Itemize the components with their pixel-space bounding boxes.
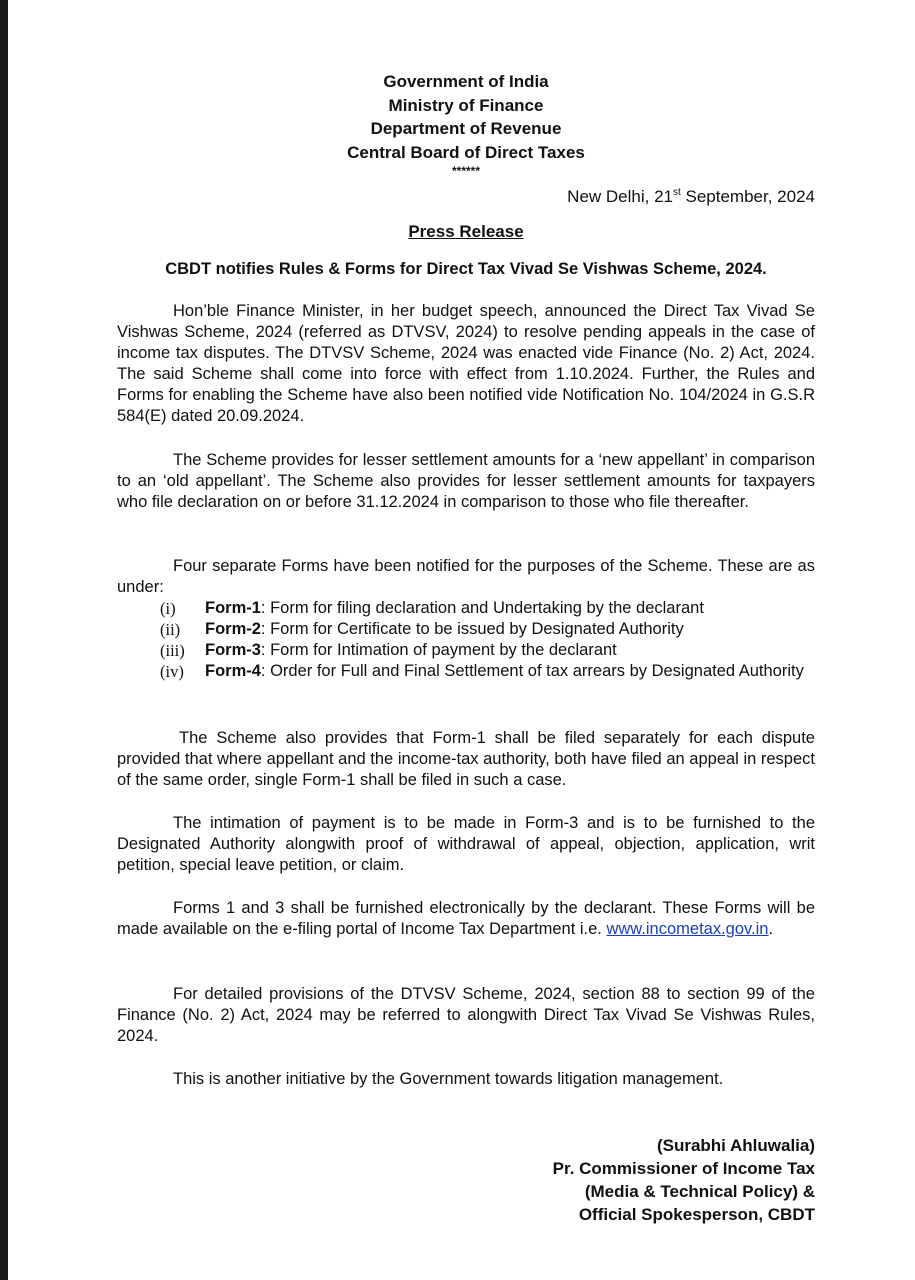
paragraph-intro: Hon’ble Finance Minister, in her budget speech, announced the Direct Tax Vivad Se Vishwas Scheme, 2024 (referred as DTVSV, 2024) to resolve pending appeals in the case of income tax disputes. The DTVSV Scheme, 2024 was enacted vide Finance (No. 2) Act, 2024. The said Scheme shall come into force with effect from 1.10.2024. Further, the Rules and Forms for enabling the Scheme have also been notified vide Notification No. 104/2024 in G.S.R 584(E) dated 20.09.2024. [117, 302, 815, 425]
dateline-rest: September, 2024 [680, 187, 815, 206]
paragraph-closing: This is another initiative by the Government towards litigation management. [173, 1070, 724, 1088]
signatory-name: (Surabhi Ahluwalia) [656, 1136, 815, 1155]
dateline-place: New Delhi, 21 [567, 187, 673, 206]
list-item-number: (iii) [160, 641, 185, 660]
forms-list [117, 598, 815, 682]
electronic-filing-text: Forms 1 and 3 shall be furnished electronically by the declarant. These Forms will be made available on the e-filing portal of Income Tax Department i.e. [117, 899, 815, 938]
form-description: : Form for filing declaration and Undertaking by the declarant [260, 599, 704, 617]
header-government: Government of India [383, 72, 549, 91]
electronic-filing-end: . [768, 920, 774, 938]
form-name: Form-4 [205, 662, 261, 680]
form-name: Form-2 [205, 620, 261, 638]
header-ministry: Ministry of Finance [388, 95, 544, 115]
dateline-suffix: st [673, 187, 681, 198]
signatory-designation: Pr. Commissioner of Income Tax [552, 1159, 815, 1178]
paragraph-form1-filing: The Scheme also provides that Form-1 shall be filed separately for each dispute provided that where appellant and the income-tax authority, both have filed an appeal in respect of the same order, single Form-1 shall be filed in such a case. [117, 729, 815, 789]
paragraph-provisions: For detailed provisions of the DTVSV Scheme, 2024, section 88 to section 99 of the Finance (No. 2) Act, 2024 may be referred to alongwith Direct Tax Vivad Se Vishwas Rules, 2024. [117, 985, 815, 1045]
letterhead [117, 70, 815, 178]
form-description: : Form for Certificate to be issued by Designated Authority [260, 620, 684, 638]
list-item [117, 640, 815, 661]
header-department: Department of Revenue [370, 119, 562, 138]
dateline [567, 186, 815, 208]
list-item [117, 619, 815, 640]
list-item-number: (i) [160, 599, 176, 618]
incometax-portal-link[interactable]: www.incometax.gov.in [606, 920, 769, 938]
header-board: Central Board of Direct Taxes [347, 142, 585, 162]
signatory-designation: Official Spokesperson, CBDT [578, 1205, 815, 1224]
press-release-document [117, 0, 815, 1280]
press-release-title: Press Release [408, 222, 524, 241]
list-item-number: (iv) [160, 662, 184, 681]
paragraph-settlement: The Scheme provides for lesser settlement amounts for a ‘new appellant’ in comparison to an ‘old appellant’. The Scheme also provides for lesser settlement amounts for taxpayers who file declaration on or before 31.12.2024 in comparison to those who file thereafter. [117, 451, 815, 511]
paragraph-electronic-filing [117, 898, 815, 940]
list-item [117, 598, 815, 619]
subject-line: CBDT notifies Rules & Forms for Direct Tax Vivad Se Vishwas Scheme, 2024. [165, 260, 767, 278]
page-edge-shadow [0, 0, 8, 1280]
header-separator: ****** [451, 164, 481, 178]
signatory-designation: (Media & Technical Policy) & [584, 1182, 815, 1201]
signature-block [553, 1134, 815, 1226]
form-description: : Order for Full and Final Settlement of tax arrears by Designated Authority [260, 662, 804, 680]
list-item-number: (ii) [160, 620, 181, 639]
list-item [117, 661, 815, 682]
paragraph-intimation: The intimation of payment is to be made in Form-3 and is to be furnished to the Designated Authority alongwith proof of withdrawal of appeal, objection, application, writ petition, special leave petition, or claim. [117, 814, 815, 874]
form-name: Form-1 [205, 599, 261, 617]
paragraph-forms-intro: Four separate Forms have been notified for the purposes of the Scheme. These are as under: [117, 557, 815, 596]
form-description: : Form for Intimation of payment by the declarant [260, 641, 617, 659]
form-name: Form-3 [205, 641, 261, 659]
press-release-title-wrap [117, 221, 815, 243]
